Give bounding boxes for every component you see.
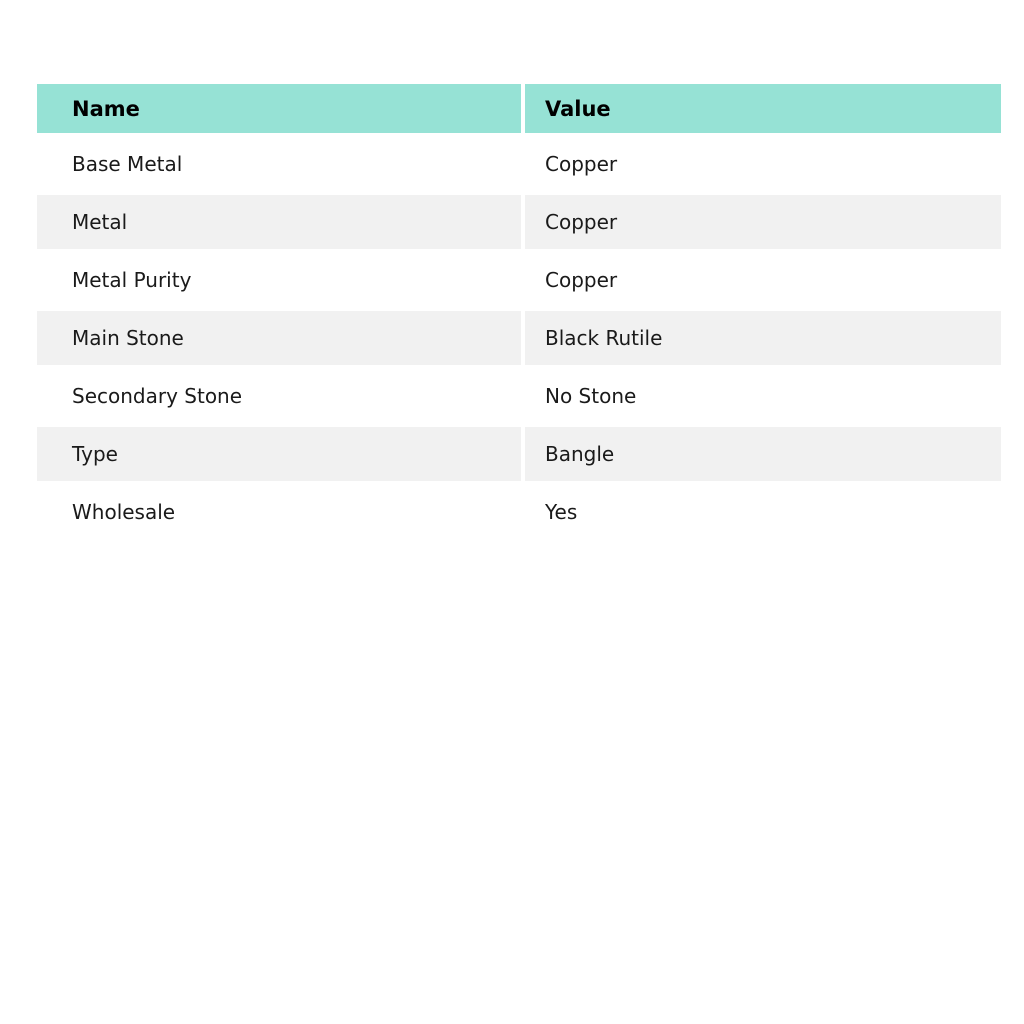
table-row: [37, 253, 1001, 307]
table-body: [37, 137, 1001, 539]
attribute-name-cell: Metal: [37, 195, 521, 249]
attribute-name-cell: Wholesale: [37, 485, 521, 539]
attribute-name-cell: Metal Purity: [37, 253, 521, 307]
table-row: [37, 369, 1001, 423]
table-row: [37, 485, 1001, 539]
header-row: [37, 84, 1001, 133]
attribute-name-cell: Base Metal: [37, 137, 521, 191]
attribute-name-cell: Type: [37, 427, 521, 481]
attribute-value-cell: Copper: [525, 195, 1001, 249]
attribute-name-cell: Secondary Stone: [37, 369, 521, 423]
table-row: [37, 427, 1001, 481]
attribute-value-cell: No Stone: [525, 369, 1001, 423]
attribute-value-cell: Yes: [525, 485, 1001, 539]
column-header-name: Name: [37, 84, 521, 133]
product-attributes-table: [33, 80, 1005, 543]
table-row: [37, 137, 1001, 191]
attribute-value-cell: Black Rutile: [525, 311, 1001, 365]
table-row: [37, 195, 1001, 249]
table-row: [37, 311, 1001, 365]
column-header-value: Value: [525, 84, 1001, 133]
attribute-name-cell: Main Stone: [37, 311, 521, 365]
attribute-value-cell: Bangle: [525, 427, 1001, 481]
attribute-value-cell: Copper: [525, 253, 1001, 307]
attribute-value-cell: Copper: [525, 137, 1001, 191]
